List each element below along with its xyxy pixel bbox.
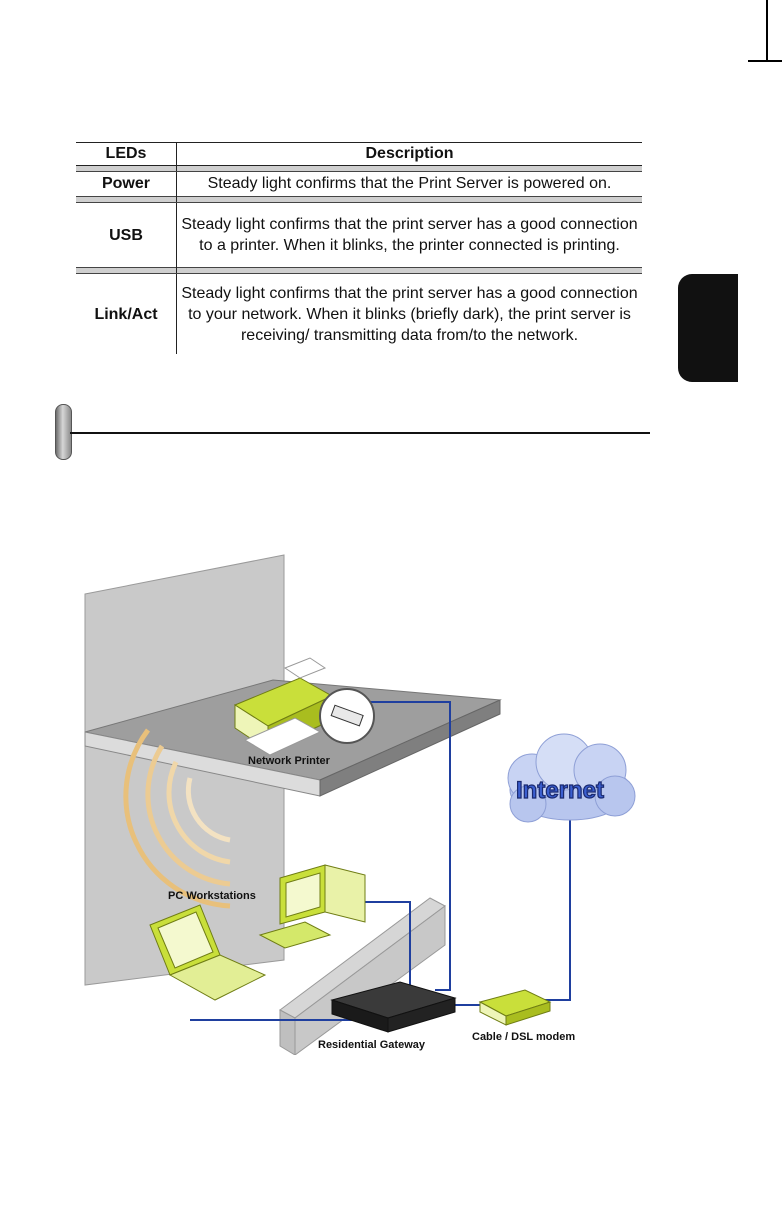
header-description: Description (177, 143, 643, 166)
crop-mark-vertical (766, 0, 768, 60)
label-internet: Internet (516, 777, 605, 804)
led-description: Steady light confirms that the print server has a good connection to your network. When it blinks (briefly dark), the print server is receiving/ transmitting data from/to the network. (177, 274, 643, 355)
led-table (76, 142, 642, 354)
led-description: Steady light confirms that the print server has a good connection to a printer. When it blinks, the printer connected is printing. (177, 203, 643, 268)
table-row (76, 172, 642, 197)
label-residential-gateway: Residential Gateway (318, 1039, 425, 1051)
led-description: Steady light confirms that the Print Server is powered on. (177, 172, 643, 197)
table-row (76, 274, 642, 355)
led-name: Link/Act (94, 305, 158, 323)
partition-wall-front (280, 1010, 295, 1055)
cable-modem-icon (480, 990, 550, 1025)
header-leds: LEDs (76, 143, 177, 166)
label-cable-dsl-modem: Cable / DSL modem (472, 1031, 576, 1043)
label-network-printer: Network Printer (248, 755, 330, 767)
network-diagram (70, 550, 650, 1055)
crop-mark-horizontal (748, 60, 782, 62)
led-name: Power (101, 175, 150, 192)
section-heading-rule (70, 432, 650, 434)
label-pc-workstations: PC Workstations (168, 890, 256, 902)
led-name: USB (109, 226, 143, 244)
table-header-row (76, 143, 642, 166)
section-side-tab (678, 274, 738, 382)
table-row (76, 203, 642, 268)
